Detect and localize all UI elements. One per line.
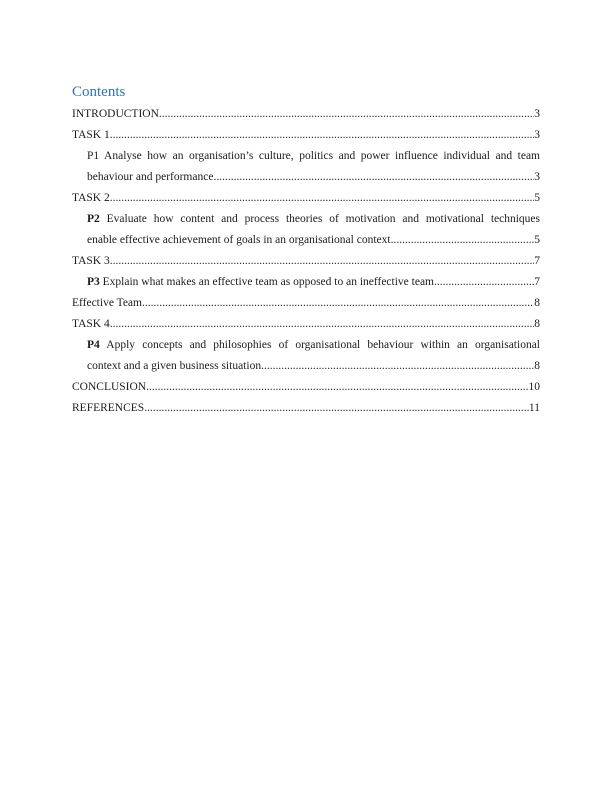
toc-line-justified — [72, 146, 540, 167]
toc-line-leader — [72, 314, 540, 335]
toc-entry-text — [87, 272, 434, 293]
toc-line-leader — [72, 167, 540, 188]
toc-entry-line: enable effective achievement of goals in an organisational context — [87, 234, 391, 246]
toc-page-number: 8 — [534, 360, 540, 372]
toc-entry[interactable] — [72, 251, 540, 272]
toc-entry-line: Apply concepts and philosophies of organisational behaviour within an organisational — [106, 339, 540, 351]
toc-entry[interactable] — [72, 272, 540, 293]
toc-line-justified — [72, 335, 540, 356]
toc-entry[interactable] — [72, 314, 540, 335]
toc-entry-line: context and a given business situation — [87, 360, 262, 372]
toc-entry[interactable] — [72, 293, 540, 314]
toc-line-leader — [72, 293, 540, 314]
toc-entry-text — [87, 356, 261, 377]
toc-entry[interactable] — [72, 398, 540, 419]
toc-page-number: 3 — [534, 171, 540, 183]
toc-page-number: 7 — [534, 255, 540, 267]
toc-entry-text — [72, 398, 144, 419]
toc-line-leader — [72, 188, 540, 209]
toc-line-justified — [72, 209, 540, 230]
toc-entry-prefix: P2 — [87, 213, 100, 225]
toc-entry[interactable] — [72, 377, 540, 398]
toc-page-number: 3 — [534, 129, 540, 141]
toc-entry-text — [87, 167, 213, 188]
toc-entry-line: CONCLUSION — [72, 381, 147, 393]
toc-entry-text — [87, 213, 540, 225]
toc-entry[interactable] — [72, 104, 540, 125]
toc-entry-prefix: P4 — [87, 339, 100, 351]
contents-heading: Contents — [72, 84, 126, 100]
toc-page-number: 11 — [528, 402, 540, 414]
dot-leader — [110, 314, 535, 335]
toc-entry-line: Effective Team — [72, 297, 142, 309]
toc-entry-line: Evaluate how content and process theories of motivation and motivational techniques — [106, 213, 540, 225]
toc-entry-text — [72, 377, 146, 398]
toc-page-number: 8 — [534, 297, 540, 309]
dot-leader — [159, 104, 534, 125]
toc-page-number: 8 — [534, 318, 540, 330]
toc-entry[interactable] — [72, 125, 540, 146]
toc-entry-text — [72, 251, 110, 272]
toc-entry[interactable] — [72, 188, 540, 209]
toc-entry-text — [87, 339, 540, 351]
toc-entry-line: P1 Analyse how an organisation’s culture, politics and power influence individual and team — [87, 150, 540, 162]
toc-entry-line: Explain what makes an effective team as opposed to an ineffective team — [102, 276, 435, 288]
toc-entry-text — [72, 314, 110, 335]
toc-entry-line: TASK 4 — [72, 318, 110, 330]
toc-line-leader — [72, 398, 540, 419]
toc-page-number: 10 — [528, 381, 540, 393]
dot-leader — [391, 230, 535, 251]
dot-leader — [110, 251, 535, 272]
toc-line-leader — [72, 356, 540, 377]
dot-leader — [110, 188, 535, 209]
toc-line-leader — [72, 125, 540, 146]
toc-entry-line: TASK 2 — [72, 192, 110, 204]
toc-page-number: 5 — [534, 192, 540, 204]
dot-leader — [213, 167, 534, 188]
toc-entry-text — [72, 104, 159, 125]
toc-line-leader — [72, 377, 540, 398]
toc-entry[interactable] — [72, 335, 540, 377]
toc-entry-line: TASK 3 — [72, 255, 110, 267]
toc-line-leader — [72, 104, 540, 125]
toc-entry-line: TASK 1 — [72, 129, 110, 141]
toc-line-leader — [72, 230, 540, 251]
toc-entry[interactable] — [72, 209, 540, 251]
toc-entry-text — [72, 125, 110, 146]
toc-entry-text — [72, 188, 110, 209]
toc-page-number: 7 — [534, 276, 540, 288]
toc-entry-line: REFERENCES — [72, 402, 145, 414]
dot-leader — [142, 293, 534, 314]
toc-entry-text — [72, 293, 142, 314]
toc-entry-prefix: P3 — [87, 276, 100, 288]
toc-entry-text — [87, 230, 391, 251]
toc-page-number: 3 — [534, 108, 540, 120]
dot-leader — [146, 377, 528, 398]
dot-leader — [144, 398, 529, 419]
dot-leader — [434, 272, 534, 293]
toc-line-leader — [72, 251, 540, 272]
toc-entry-line: behaviour and performance — [87, 171, 214, 183]
dot-leader — [261, 356, 534, 377]
toc-list — [72, 104, 540, 419]
dot-leader — [110, 125, 535, 146]
toc-line-leader — [72, 272, 540, 293]
toc-entry[interactable] — [72, 146, 540, 188]
toc-entry-line: INTRODUCTION — [72, 108, 159, 120]
toc-page-number: 5 — [534, 234, 540, 246]
toc-entry-text — [87, 150, 540, 162]
